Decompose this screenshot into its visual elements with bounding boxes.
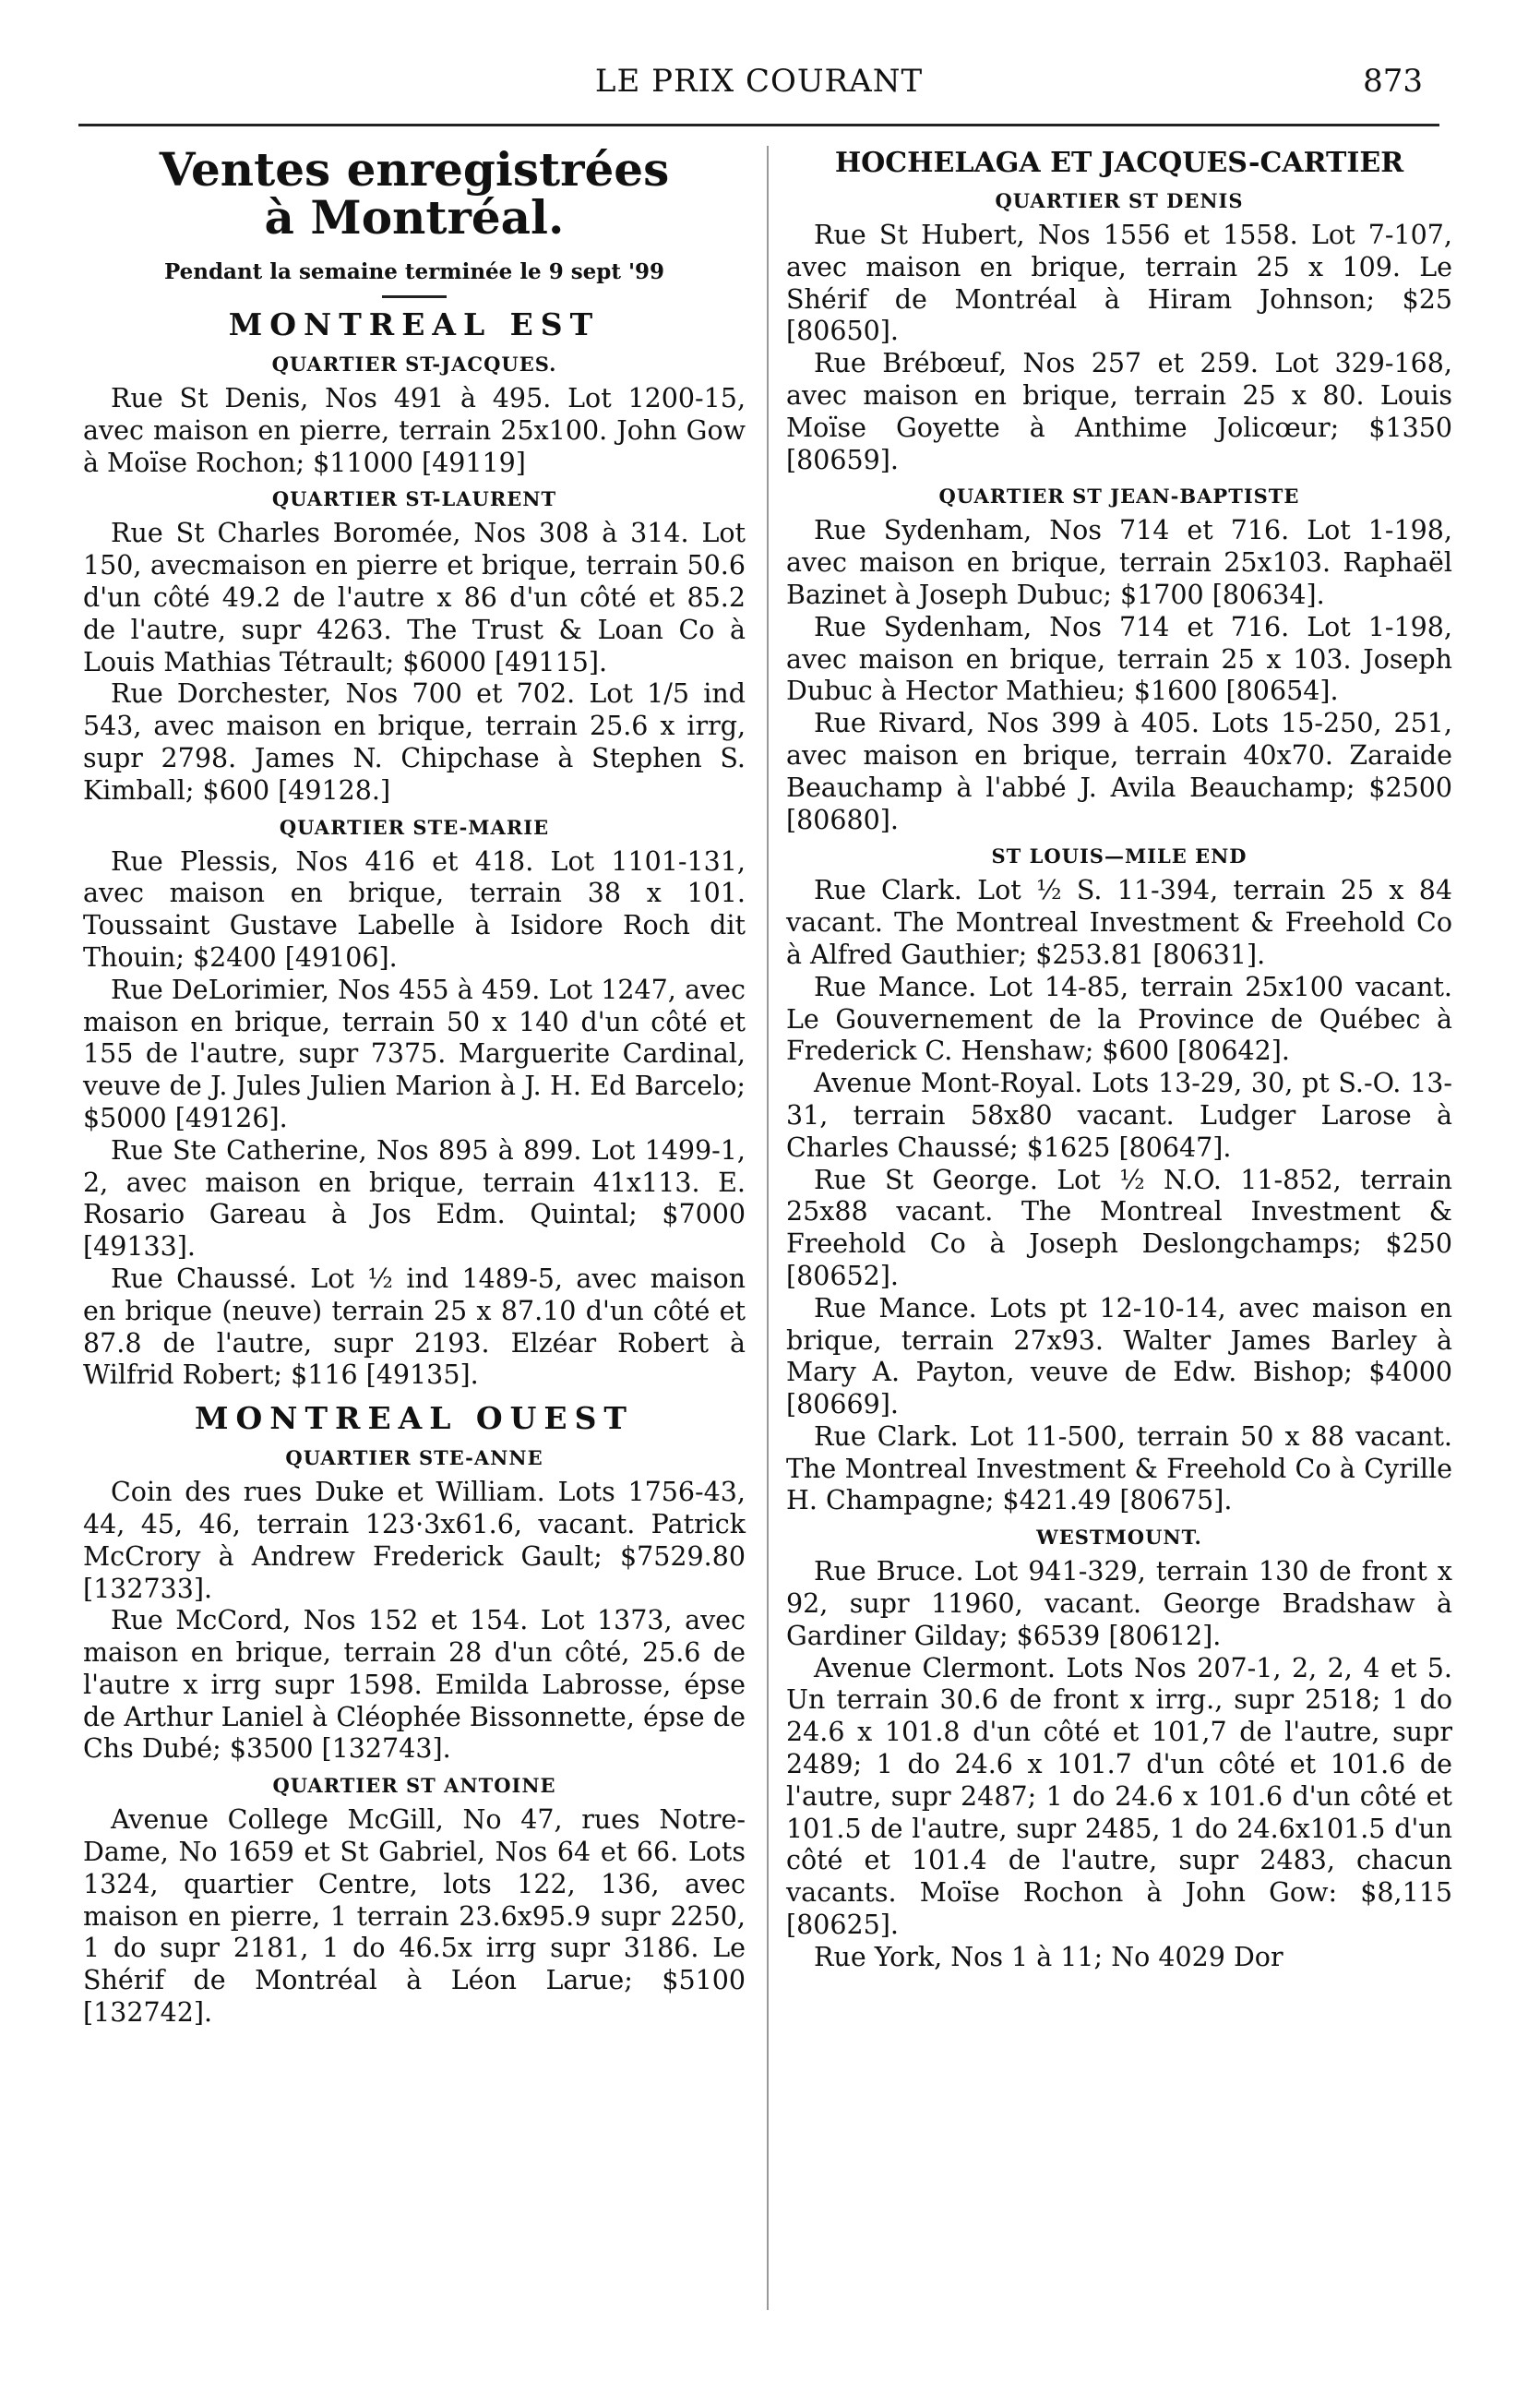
sale-entry: Rue Chaussé. Lot ½ ind 1489-5, avec maison en brique (neuve) terrain 25 x 87.10 d'un côté et 87.8 de l'autre, supr 2193. Elzéar Robert à Wilfrid Robert; $116 [49135].	[83, 1263, 746, 1391]
quarter-heading: QUARTIER ST DENIS	[995, 189, 1244, 212]
city-heading-west: MONTREAL OUEST	[195, 1400, 634, 1437]
quarter-heading: QUARTIER ST-LAURENT	[271, 487, 557, 511]
quarter-heading: QUARTIER STE-MARIE	[279, 815, 550, 839]
section-heading	[83, 142, 746, 245]
sale-entry: Rue Mance. Lots pt 12-10-14, avec maison en brique, terrain 27x93. Walter James Barley à Mary A. Payton, veuve de Edw. Bishop; $4000 [80669].	[786, 1292, 1452, 1420]
sale-entry: Rue Ste Catherine, Nos 895 à 899. Lot 1499-1, 2, avec maison en brique, terrain 41x113. E. Rosario Gareau à Jos Edm. Quintal; $7000 [49133].	[83, 1134, 746, 1263]
column-divider	[767, 146, 769, 2310]
district-heading: HOCHELAGA ET JACQUES-CARTIER	[834, 147, 1404, 179]
sale-entry: Rue York, Nos 1 à 11; No 4029 Dor	[814, 1941, 1283, 1972]
left-column	[83, 142, 746, 2030]
sale-entry: Rue Plessis, Nos 416 et 418. Lot 1101-131, avec maison en brique, terrain 38 x 101. Toussaint Gustave Labelle à Isidore Roch dit Thouin; $2400 [49106].	[83, 845, 746, 973]
sale-entry: Rue McCord, Nos 152 et 154. Lot 1373, avec maison en brique, terrain 28 d'un côté, 25.6 de l'autre x irrg supr 1598. Emilda Labrosse, épse de Arthur Laniel à Cléophée Bissonnette, épse de Chs Dubé; $3500 [132743].	[83, 1605, 746, 1765]
sale-entry: Rue Sydenham, Nos 714 et 716. Lot 1-198, avec maison en brique, terrain 25 x 103. Joseph Dubuc à Hector Mathieu; $1600 [80654].	[786, 611, 1452, 707]
sale-entry: Rue Sydenham, Nos 714 et 716. Lot 1-198, avec maison en brique, terrain 25x103. Raphaël Bazinet à Joseph Dubuc; $1700 [80634].	[786, 515, 1452, 610]
sale-entry: Coin des rues Duke et William. Lots 1756-43, 44, 45, 46, terrain 123·3x61.6, vacant. Patrick McCrory à Andrew Frederick Gault; $7529.80 [132733].	[83, 1477, 746, 1604]
heading-line-2: à Montréal.	[264, 190, 565, 245]
quarter-heading: WESTMOUNT.	[1036, 1526, 1202, 1550]
running-header	[78, 57, 1439, 113]
sale-entry: Rue Dorchester, Nos 700 et 702. Lot 1/5 ind 543, avec maison en brique, terrain 25.6 x irrg, supr 2798. James N. Chipchase à Stephen S. Kimball; $600 [49128.]	[83, 678, 746, 806]
sale-entry: Rue Clark. Lot 11-500, terrain 50 x 88 vacant. The Montreal Investment & Freehold Co à Cyrille H. Champagne; $421.49 [80675].	[786, 1420, 1452, 1516]
right-column	[786, 146, 1452, 1974]
sale-entry: Rue St Charles Boromée, Nos 308 à 314. Lot 150, avecmaison en pierre et brique, terrain 50.6 d'un côté 49.2 de l'autre x 86 d'un côté et 85.2 de l'autre, supr 4263. The Trust & Loan Co à Louis Mathias Tétrault; $6000 [49115].	[83, 518, 746, 677]
quarter-heading: QUARTIER ST-JACQUES.	[271, 353, 557, 376]
page-number: 873	[1363, 63, 1423, 100]
header-rule	[78, 124, 1439, 126]
sale-entry: Rue DeLorimier, Nos 455 à 459. Lot 1247, avec maison en brique, terrain 50 x 140 d'un côté et 155 de l'autre, supr 7375. Marguerite Cardinal, veuve de J. Jules Julien Marion à J. H. Ed Barcelo; $5000 [49126].	[83, 974, 746, 1133]
sale-entry: Avenue College McGill, No 47, rues Notre-Dame, No 1659 et St Gabriel, Nos 64 et 66. Lots 1324, quartier Centre, lots 122, 136, avec maison en pierre, 1 terrain 23.6x95.9 supr 2250, 1 do supr 2181, 1 do 46.5x irrg supr 3186. Le Shérif de Montréal à Léon Larue; $5100 [132742].	[83, 1804, 746, 2029]
quarter-heading: QUARTIER STE-ANNE	[285, 1446, 543, 1470]
sale-entry: Rue Brébœuf, Nos 257 et 259. Lot 329-168, avec maison en brique, terrain 25 x 80. Louis Moïse Goyette à Anthime Jolicœur; $1350 [80659].	[786, 348, 1452, 475]
sale-entry: Rue Bruce. Lot 941-329, terrain 130 de front x 92, supr 11960, vacant. George Bradshaw à Gardiner Gilday; $6539 [80612].	[786, 1556, 1452, 1651]
quarter-heading: QUARTIER ST JEAN-BAPTISTE	[938, 485, 1300, 509]
journal-title: LE PRIX COURANT	[594, 63, 924, 100]
sale-entry: Avenue Mont-Royal. Lots 13-29, 30, pt S.-O. 13-31, terrain 58x80 vacant. Ludger Larose à Charles Chaussé; $1625 [80647].	[786, 1068, 1452, 1163]
sale-entry: Rue St Hubert, Nos 1556 et 1558. Lot 7-107, avec maison en brique, terrain 25 x 109. Le Shérif de Montréal à Hiram Johnson; $25 [80650].	[786, 220, 1452, 347]
sale-entry: Rue Mance. Lot 14-85, terrain 25x100 vacant. Le Gouvernement de la Province de Québec à Frederick C. Henshaw; $600 [80642].	[786, 971, 1452, 1067]
week-subtitle: Pendant la semaine terminée le 9 sept '99	[163, 259, 665, 284]
city-heading-east: MONTREAL EST	[228, 306, 601, 342]
sale-entry: Rue St Denis, Nos 491 à 495. Lot 1200-15, avec maison en pierre, terrain 25x100. John Gow à Moïse Rochon; $11000 [49119]	[83, 383, 746, 478]
quarter-heading: ST LOUIS—MILE END	[991, 844, 1248, 868]
short-rule	[382, 295, 447, 298]
sale-entry: Rue St George. Lot ½ N.O. 11-852, terrain 25x88 vacant. The Montreal Investment & Freehold Co à Joseph Deslongchamps; $250 [80652].	[786, 1164, 1452, 1291]
sale-entry: Rue Clark. Lot ½ S. 11-394, terrain 25 x 84 vacant. The Montreal Investment & Freehold Co à Alfred Gauthier; $253.81 [80631].	[786, 875, 1452, 970]
heading-line-1: Ventes enregistrées	[159, 142, 670, 197]
sale-entry: Avenue Clermont. Lots Nos 207-1, 2, 2, 4 et 5. Un terrain 30.6 de front x irrg., supr 2518; 1 do 24.6 x 101.8 d'un côté et 101,7 de l'autre, supr 2489; 1 do 24.6 x 101.7 d'un côté et 101.6 de l'autre, supr 2487; 1 do 24.6 x 101.6 d'un côté et 101.5 de l'autre, supr 2485, 1 do 24.6x101.5 d'un côté et 101.4 de l'autre, supr 2483, chacun vacants. Moïse Rochon à John Gow: $8,115 [80625].	[786, 1652, 1452, 1941]
sale-entry: Rue Rivard, Nos 399 à 405. Lots 15-250, 251, avec maison en brique, terrain 40x70. Zaraide Beauchamp à l'abbé J. Avila Beauchamp; $2500 [80680].	[786, 708, 1452, 835]
quarter-heading: QUARTIER ST ANTOINE	[272, 1774, 556, 1798]
